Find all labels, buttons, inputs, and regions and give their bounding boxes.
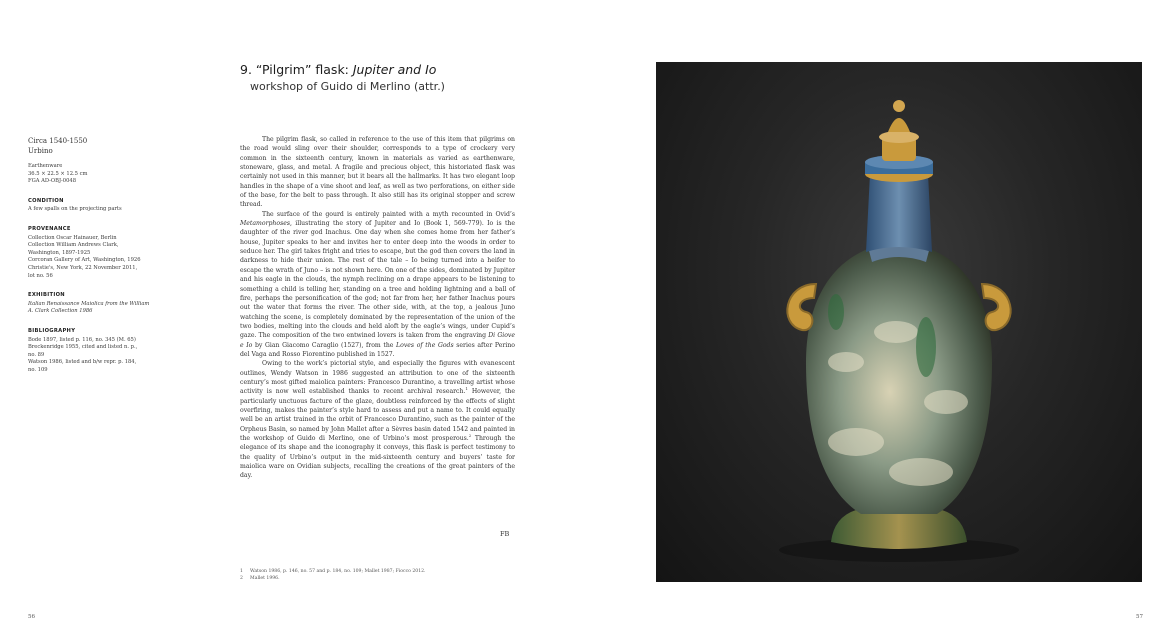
entry-number: 9. xyxy=(240,62,252,77)
bibliography-line: Bode 1897, listed p. 116, no. 345 (M. 65) xyxy=(28,336,136,343)
object-inventory: FGA AD-OBJ-0048 xyxy=(28,178,76,185)
essay-paragraph-3: Owing to the work’s pictorial style, and especially the figures with evanescent outlines, Wendy Watson in 1986 suggested an attribution to one of the sixteenth century’s most gifted maiolica painters: Francesco Durantino, a travelling artist whose activity is now well established thanks to recent archival research.$^1$ However, the particularly unctuous facture of the glaze, doubtless reinforced by the effects of slight overfiring, makes the painter’s style hard to assess and put a name to. It could equally well be an artist trained in the orbit of Francesco Durantino, such as the painter of the Orpheus Basin, so named by John Mallet after a Sèvres basin dated 1542 and painted in the workshop of Guido di Merlino, one of Urbino’s most prosperous.$^2$ Through the elegance of its shape and the iconography it conveys, this flask is perfect testimony to the quality of Urbino’s output in the mid-sixteenth century and buyers’ taste for maiolica ware on Ovidian subjects, recalling the creations of the great painters of the day. xyxy=(240,360,516,480)
entry-title-block xyxy=(240,62,620,94)
object-place: Urbino xyxy=(28,147,53,155)
provenance-heading: PROVENANCE xyxy=(28,225,71,232)
essay-body xyxy=(240,135,515,481)
bibliography-line: no. 109 xyxy=(28,366,48,373)
footnote-2: 2 Mallet 1996. xyxy=(240,575,280,581)
flask-illustration xyxy=(656,62,1142,582)
catalogue-sidebar xyxy=(28,136,178,374)
entry-title xyxy=(240,62,620,78)
bibliography-line: Watson 1986, listed and b/w repr. p. 184, xyxy=(28,359,137,366)
object-subject: Jupiter and Io xyxy=(352,62,437,77)
essay-paragraph-1: The pilgrim flask, so called in reference to the use of this item that pilgrims on the road would sling over their shoulder, corresponds to a type of crockery very common in the sixteenth century, known in materials as varied as earthenware, stoneware, glass, and metal. A fragile and precious object, this historiated flask was certainly not used in this manner, but it bears all the hallmarks. It has two elegant loop handles in the shape of a vine shoot and leaf, as well as two perforations, on either side of the base, for the belt to pass through. It also still has its original stopper and screw thread. xyxy=(240,136,515,209)
exhibition-line: Italian Renaissance Maiolica from the William xyxy=(28,300,150,307)
exhibition-heading: EXHIBITION xyxy=(28,292,65,299)
essay-paragraph-2: The surface of the gourd is entirely painted with a myth recounted in Ovid’s Metamorphoses, illustrating the story of Jupiter and Io (Book 1, 569-779). Io is the daughter of the river god Inachus. One day when she comes home from her father’s house, Jupiter speaks to her and invites her to enter deep into the woods in order to seduce her. The girl takes fright and tries to escape, but the god then covers the land in darkness to hide their union. The rest of the tale – Io being turned into a heifer to escape the wrath of Juno – is not shown here. On one of the sides, dominated by Jupiter and his eagle in the clouds, the nymph reclining on a drape appears to be listening to something a child is telling her, standing on a tree and holding lightning and a ball of fire, perhaps the personification of the god; not far from her, her father Inachus pours out the water that forms the river. The other side, with, at the top, a jealous Juno watching the scene, is completely dominated by the representation of the union of the two bodies, melting into the clouds and held aloft by the eagle’s wings, under Cupid’s gaze. The composition of the two entwined lovers is taken from the engraving Di Giove e Io by Gian Giacomo Caraglio (1527), from the Loves of the Gods series after Perino del Vaga and Rosso Fiorentino published in 1527. xyxy=(240,210,515,358)
condition-text: A few spalls on the projecting parts xyxy=(28,206,122,213)
exhibition-line: A. Clark Collection 1986 xyxy=(28,308,93,315)
footnote-ref-2[interactable]: 2 xyxy=(468,432,472,438)
provenance-line: Corcoran Gallery of Art, Washington, 1926 xyxy=(28,257,141,264)
condition-heading: CONDITION xyxy=(28,197,64,204)
object-date: Circa 1540-1550 xyxy=(28,137,88,145)
page-number-right: 57 xyxy=(1136,614,1143,620)
flask-handle-right xyxy=(982,284,1011,330)
provenance-line: Collection William Andrews Clark, xyxy=(28,242,119,249)
object-name: “Pilgrim” flask: xyxy=(255,62,349,77)
bibliography-line: no. 89 xyxy=(28,351,45,358)
flask-photograph xyxy=(656,62,1142,582)
provenance-line: Washington, 1897-1925 xyxy=(28,249,91,256)
flask-handle-left xyxy=(787,284,816,330)
bibliography-line: Breckenridge 1955, cited and listed n. p., xyxy=(28,344,138,351)
footnotes xyxy=(240,569,515,582)
page-number-left: 56 xyxy=(28,614,35,620)
footnote-ref-1[interactable]: 1 xyxy=(465,386,468,392)
flask-foot xyxy=(831,510,967,549)
provenance-line: lot no. 56 xyxy=(28,272,53,279)
footnote-1: 1 Watson 1986, p. 146, no. 57 and p. 184, no. 109; Mallet 1987; Fiocco 2012. xyxy=(240,569,426,574)
object-dimensions: 36.5 × 22.5 × 12.5 cm xyxy=(28,170,88,177)
object-material: Earthenware xyxy=(28,163,63,169)
flask-neck xyxy=(866,174,932,252)
provenance-line: Christie's, New York, 22 November 2011, xyxy=(28,264,138,271)
provenance-line: Collection Oscar Hainauer, Berlin xyxy=(28,234,117,241)
author-initials: FB xyxy=(500,530,510,538)
bibliography-heading: BIBLIOGRAPHY xyxy=(28,327,76,334)
attribution: workshop of Guido di Merlino (attr.) xyxy=(250,80,445,93)
